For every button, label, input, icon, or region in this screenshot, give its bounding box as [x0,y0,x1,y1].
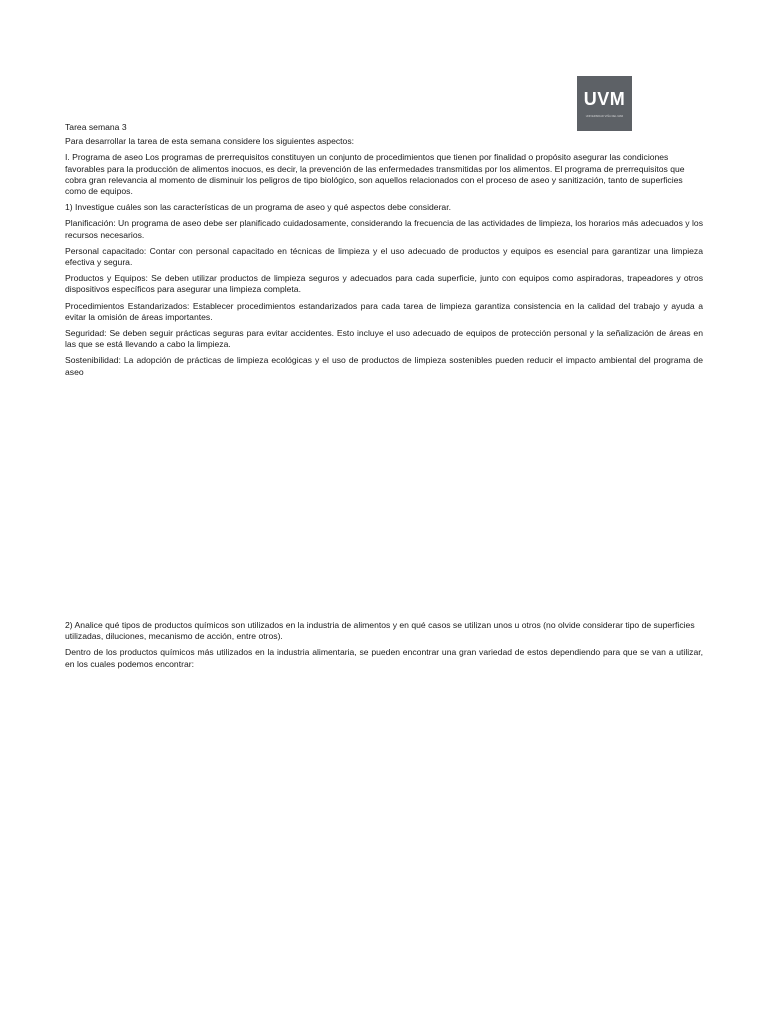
logo-text: UVM [583,89,626,109]
paragraph-productos: Productos y Equipos: Se deben utilizar productos de limpieza seguros y adecuados para cada superficie, junto con equipos como aspiradoras, trapeadores y otros dispositivos específicos para asegurar una limpieza completa. [65,273,703,295]
paragraph-procedimientos: Procedimientos Estandarizados: Establecer procedimientos estandarizados para cada tarea de limpieza garantiza consistencia en la calidad del trabajo y ayuda a evitar la omisión de áreas importantes. [65,300,703,322]
paragraph-seguridad: Seguridad: Se deben seguir prácticas seguras para evitar accidentes. Esto incluye el uso adecuado de equipos de protección personal y la señalización de áreas en las que se está llevando a cabo la limpieza. [65,328,703,350]
document-body-continued [65,620,703,675]
document-body [65,122,703,383]
paragraph-planificacion: Planificación: Un programa de aseo debe ser planificado cuidadosamente, considerando la frecuencia de las actividades de limpieza, los horarios más adecuados y los recursos necesarios. [65,218,703,240]
question-1: 1) Investigue cuáles son las características de un programa de aseo y qué aspectos debe considerar. [65,202,451,213]
paragraph-sostenibilidad: Sostenibilidad: La adopción de prácticas de limpieza ecológicas y el uso de productos de limpieza sostenibles pueden reducir el impacto ambiental del programa de aseo [65,355,703,377]
logo-subtitle: UNIVERSIDAD VIÑA DEL MAR [585,115,624,118]
section-1-paragraph: I. Programa de aseo Los programas de prerrequisitos constituyen un conjunto de procedimientos que tienen por finalidad o propósito asegurar las condiciones favorables para la producción de alimentos inocuos, es decir, la prevención de las enfermedades transmitidas por los alimentos. El programa de prerrequisitos que cobra gran relevancia al momento de disminuir los peligros de tipo biológico, son aquellos relacionados con el proceso de aseo y sanitización, tanto de superficies como de equipos. [65,152,685,197]
intro-paragraph: Para desarrollar la tarea de esta semana considere los siguientes aspectos: [65,136,355,147]
answer-2-paragraph: Dentro de los productos químicos más utilizados en la industria alimentaria, se pueden encontrar una gran variedad de estos dependiendo para que se van a utilizar, en los cuales podemos encontrar: [65,647,703,669]
question-2: 2) Analice qué tipos de productos químicos son utilizados en la industria de alimentos y en qué casos se utilizan unos u otros (no olvide considerar tipo de superficies utilizadas, diluciones, mecanismo de acción, entre otros). [65,620,695,642]
paragraph-personal: Personal capacitado: Contar con personal capacitado en técnicas de limpieza y el uso adecuado de productos y equipos es esencial para garantizar una limpieza efectiva y segura. [65,245,703,268]
document-title: Tarea semana 3 [65,122,127,132]
